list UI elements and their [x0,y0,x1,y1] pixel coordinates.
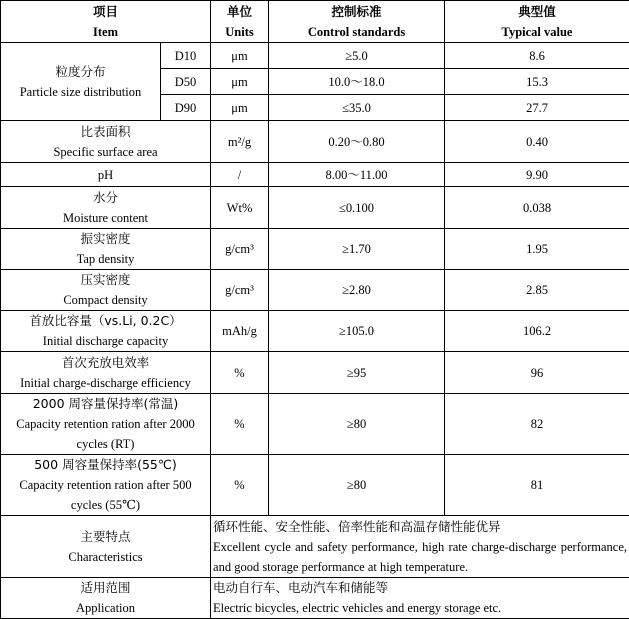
application-text-cell [211,578,629,619]
psd-name-en: Particle size distribution [3,82,158,102]
application-text-en: Electric bicycles, electric vehicles and energy storage etc. [213,598,627,618]
typical-cell: 96 [445,352,629,394]
characteristics-name-en: Characteristics [3,547,208,567]
table-row [1,43,629,69]
characteristics-row [1,516,629,578]
application-name-zh: 适用范围 [3,578,208,598]
table-row [1,229,629,270]
control-cell: ≥1.70 [269,229,445,270]
psd-grade: D50 [161,69,211,95]
unit-cell: mAh/g [211,311,269,352]
application-name-cell [1,578,211,619]
table-row [1,121,629,163]
control-cell: ≤0.100 [269,187,445,229]
property-name-zh: 500 周容量保持率(55℃) [3,455,208,475]
property-name-en: Capacity retention ration after 2000 cycles (RT) [3,414,208,454]
header-units [211,1,269,43]
property-name-en: Tap density [3,249,208,269]
typical-cell: 81 [445,455,629,516]
table-row [1,455,629,516]
typical-cell: 82 [445,394,629,455]
psd-name-cell [1,43,161,121]
header-units-en: Units [213,22,266,42]
property-name-en: Moisture content [3,208,208,228]
table-row [1,187,629,229]
property-name-cell [1,270,211,311]
typical-cell: 2.85 [445,270,629,311]
header-item-en: Item [3,22,208,42]
header-item [1,1,211,43]
control-cell: 10.0～18.0 [269,69,445,95]
application-text-zh: 电动自行车、电动汽车和储能等 [213,578,627,598]
property-name-zh: 压实密度 [3,270,208,290]
header-control-en: Control standards [271,22,442,42]
characteristics-text-cell [211,516,629,578]
control-cell: ≥80 [269,394,445,455]
application-row [1,578,629,619]
property-name-zh: 比表面积 [3,122,208,142]
psd-name-zh: 粒度分布 [3,62,158,82]
control-cell: ≤35.0 [269,95,445,121]
property-name-en: Compact density [3,290,208,310]
property-name-cell [1,352,211,394]
unit-cell: % [211,394,269,455]
property-name-cell [1,187,211,229]
typical-cell: 8.6 [445,43,629,69]
unit-cell: μm [211,43,269,69]
unit-cell: % [211,352,269,394]
characteristics-name-zh: 主要特点 [3,527,208,547]
table-row [1,270,629,311]
table-row [1,394,629,455]
control-cell: ≥95 [269,352,445,394]
psd-grade: D90 [161,95,211,121]
unit-cell: Wt% [211,187,269,229]
typical-cell: 9.90 [445,163,629,187]
characteristics-text-zh: 循环性能、安全性能、倍率性能和高温存储性能优异 [213,517,627,537]
property-name-en: Initial discharge capacity [3,331,208,351]
property-name-zh: 首次充放电效率 [3,353,208,373]
header-typical-en: Typical value [447,22,627,42]
control-cell: ≥2.80 [269,270,445,311]
typical-cell: 1.95 [445,229,629,270]
property-name-cell [1,394,211,455]
property-name-en: pH [3,165,208,185]
unit-cell: g/cm³ [211,270,269,311]
unit-cell: / [211,163,269,187]
table-row [1,311,629,352]
header-control-zh: 控制标准 [271,2,442,22]
control-cell: ≥105.0 [269,311,445,352]
header-typical-zh: 典型值 [447,2,627,22]
characteristics-name-cell [1,516,211,578]
property-name-en: Capacity retention ration after 500 cycles (55℃) [3,475,208,515]
property-name-cell [1,311,211,352]
table-row [1,163,629,187]
property-name-zh: 水分 [3,188,208,208]
property-name-cell [1,163,211,187]
property-name-zh: 首放比容量（vs.Li, 0.2C） [3,311,208,331]
property-name-en: Initial charge-discharge efficiency [3,373,208,393]
control-cell: 8.00～11.00 [269,163,445,187]
header-typical [445,1,629,43]
header-row [1,1,629,43]
property-name-cell [1,229,211,270]
unit-cell: μm [211,69,269,95]
property-name-en: Specific surface area [3,142,208,162]
header-units-zh: 单位 [213,2,266,22]
unit-cell: g/cm³ [211,229,269,270]
unit-cell: % [211,455,269,516]
control-cell: ≥80 [269,455,445,516]
typical-cell: 0.40 [445,121,629,163]
unit-cell: μm [211,95,269,121]
header-control [269,1,445,43]
property-name-zh: 振实密度 [3,229,208,249]
typical-cell: 0.038 [445,187,629,229]
characteristics-text-en: Excellent cycle and safety performance, high rate charge-discharge performance, and good storage performance at high temperature. [213,537,627,577]
control-cell: ≥5.0 [269,43,445,69]
unit-cell: m²/g [211,121,269,163]
property-name-cell [1,121,211,163]
typical-cell: 15.3 [445,69,629,95]
typical-cell: 106.2 [445,311,629,352]
application-name-en: Application [3,598,208,618]
table-row [1,352,629,394]
property-name-cell [1,455,211,516]
property-name-zh: 2000 周容量保持率(常温) [3,394,208,414]
psd-grade: D10 [161,43,211,69]
header-item-zh: 项目 [3,2,208,22]
typical-cell: 27.7 [445,95,629,121]
control-cell: 0.20～0.80 [269,121,445,163]
